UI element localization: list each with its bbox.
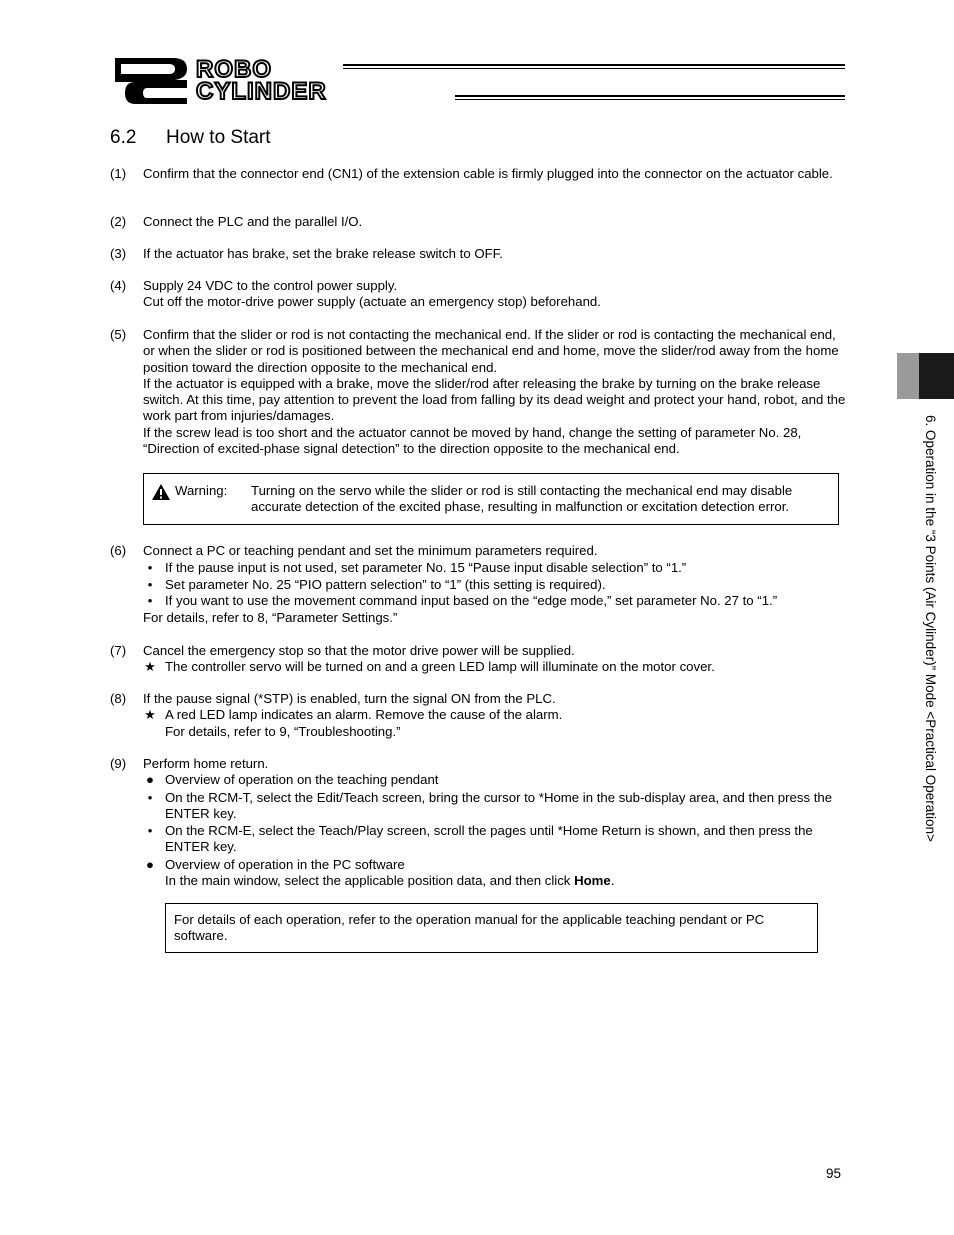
- section-number: 6.2: [110, 127, 137, 148]
- step-text: Cancel the emergency stop so that the motor drive power will be supplied.: [143, 643, 575, 658]
- side-chapter-label: [920, 415, 936, 955]
- bullet-text: On the RCM-E, select the Teach/Play screen, scroll the pages until *Home Return is shown, and then press the ENTER key.: [165, 823, 813, 855]
- step-1: [110, 166, 850, 182]
- note-box: [165, 903, 818, 953]
- step-3: [110, 246, 850, 262]
- step-text: Supply 24 VDC to the control power supply.: [143, 278, 398, 293]
- bullet-dot-icon: ●: [146, 772, 154, 788]
- bullet-text: Overview of operation in the PC software: [165, 856, 405, 872]
- bullet-item: • Set parameter No. 25 “PIO pattern selection” to “1” (this setting is required).: [147, 576, 606, 592]
- step-number: (5): [110, 327, 127, 342]
- step-text: Confirm that the connector end (CN1) of the extension cable is firmly plugged into the connector on the actuator cable.: [143, 166, 833, 181]
- rc-logo-mark: [113, 56, 189, 106]
- step-number: (7): [110, 643, 127, 658]
- final-instruction: [143, 873, 850, 889]
- step-text: Confirm that the slider or rod is not contacting the mechanical end. If the slider or rod is contacting the mechanical end, or when the slider or rod is positioned between the mechanical end and home, move the slider/rod away from the home position toward the direction opposite to the mechanical end.: [143, 327, 839, 375]
- warning-box: [143, 473, 839, 525]
- step-text: Connect the PLC and the parallel I/O.: [143, 214, 363, 229]
- step-8: [110, 691, 850, 740]
- section-heading: How to Start: [166, 127, 271, 148]
- star-icon: ★: [144, 707, 156, 723]
- header-rule-top: [343, 64, 845, 66]
- section-title: [110, 127, 271, 149]
- step-number: (9): [110, 756, 127, 771]
- bullet-item: [143, 772, 850, 788]
- final-text-end: .: [610, 873, 615, 889]
- page-number: 95: [826, 1166, 842, 1181]
- logo-cylinder-text: CYLINDER: [196, 78, 327, 105]
- star-note: [143, 707, 850, 723]
- step-text: Cut off the motor-drive power supply (actuate an emergency stop) beforehand.: [143, 294, 601, 310]
- star-text: The controller servo will be turned on and a green LED lamp will illuminate on the motor cover.: [165, 659, 715, 675]
- step-text: If the actuator is equipped with a brake, move the slider/rod after releasing the brake by turning on the brake release switch. At this time, pay attention to prevent the load from falling by its dead weight and protect your hand, robot, and the work part from injuries/damages.: [143, 375, 846, 424]
- step-number: (4): [110, 278, 127, 293]
- final-text: In the main window, select the applicable position data, and then click: [165, 873, 575, 889]
- side-tab-marker-dark: [919, 353, 954, 399]
- home-keyword: Home: [574, 873, 611, 889]
- bullet-text: If you want to use the movement command input based on the “edge mode,” set parameter No. 27 to “1.”: [165, 593, 778, 609]
- side-chapter-text: 6. Operation in the “3 Points (Air Cylinder)” Mode <Practical Operation>: [923, 415, 938, 842]
- step-text: If the pause signal (*STP) is enabled, turn the signal ON from the PLC.: [143, 691, 556, 706]
- bullet-item: • If the pause input is not used, set parameter No. 15 “Pause input disable selection” to “1.”: [147, 559, 687, 575]
- step-number: (6): [110, 543, 127, 558]
- logo-robo-text: ROBO: [196, 56, 272, 83]
- warning-label: Warning:: [175, 483, 228, 498]
- bullet-item: [143, 823, 850, 856]
- step-number: (3): [110, 246, 127, 261]
- bullet-text: On the RCM-T, select the Edit/Teach screen, bring the cursor to *Home in the sub-display area, and then press the ENTER key.: [165, 789, 833, 821]
- star-note: [143, 659, 850, 675]
- bullet-item: [143, 857, 850, 873]
- step-text: For details, refer to 8, “Parameter Settings.”: [143, 609, 398, 625]
- step-text: If the screw lead is too short and the actuator cannot be moved by hand, change the setting of parameter No. 28, “Direction of excited-phase signal detection” to the direction opposite to the mechanical end.: [143, 424, 802, 457]
- warning-triangle-icon: [151, 483, 171, 501]
- step-6: [110, 543, 850, 626]
- note-text: For details of each operation, refer to the operation manual for the applicable teaching pendant or PC software.: [174, 912, 765, 944]
- step-text: Perform home return.: [143, 756, 269, 771]
- star-text: A red LED lamp indicates an alarm. Remove the cause of the alarm.: [165, 707, 563, 723]
- star-icon: ★: [144, 659, 156, 675]
- bullet-dot-icon: ●: [146, 856, 154, 872]
- bullet-item: [143, 790, 850, 823]
- header-rule-bottom-thin: [455, 99, 845, 100]
- bullet-text: Overview of operation on the teaching pendant: [165, 772, 439, 788]
- bullet-item: • If you want to use the movement command input based on the “edge mode,” set parameter No. 27 to “1.”: [147, 593, 778, 609]
- step-number: (1): [110, 166, 127, 181]
- step-text: If the actuator has brake, set the brake release switch to OFF.: [143, 246, 503, 261]
- step-text: Connect a PC or teaching pendant and set the minimum parameters required.: [143, 543, 598, 558]
- warning-text: Turning on the servo while the slider or rod is still contacting the mechanical end may disable accurate detection of the excited phase, resulting in malfunction or excitation detection error.: [251, 483, 793, 515]
- bullet-text: If the pause input is not used, set parameter No. 15 “Pause input disable selection” to “1.”: [165, 559, 687, 575]
- side-tab-marker-light: [897, 353, 919, 399]
- bullet-dot-icon: •: [147, 823, 153, 839]
- step-number: (2): [110, 214, 127, 229]
- header-rule-top-thin: [343, 68, 845, 69]
- star-text: For details, refer to 9, “Troubleshooting.”: [165, 723, 401, 739]
- star-note-cont: [143, 724, 850, 740]
- step-7: [110, 643, 850, 676]
- bullet-text: Set parameter No. 25 “PIO pattern selection” to “1” (this setting is required).: [165, 576, 606, 592]
- step-number: (8): [110, 691, 127, 706]
- step-5: [110, 327, 850, 457]
- step-2: [110, 214, 850, 230]
- header-rule-bottom: [455, 95, 845, 97]
- step-9: [110, 756, 850, 889]
- step-4: [110, 278, 850, 311]
- bullet-dot-icon: •: [147, 789, 153, 805]
